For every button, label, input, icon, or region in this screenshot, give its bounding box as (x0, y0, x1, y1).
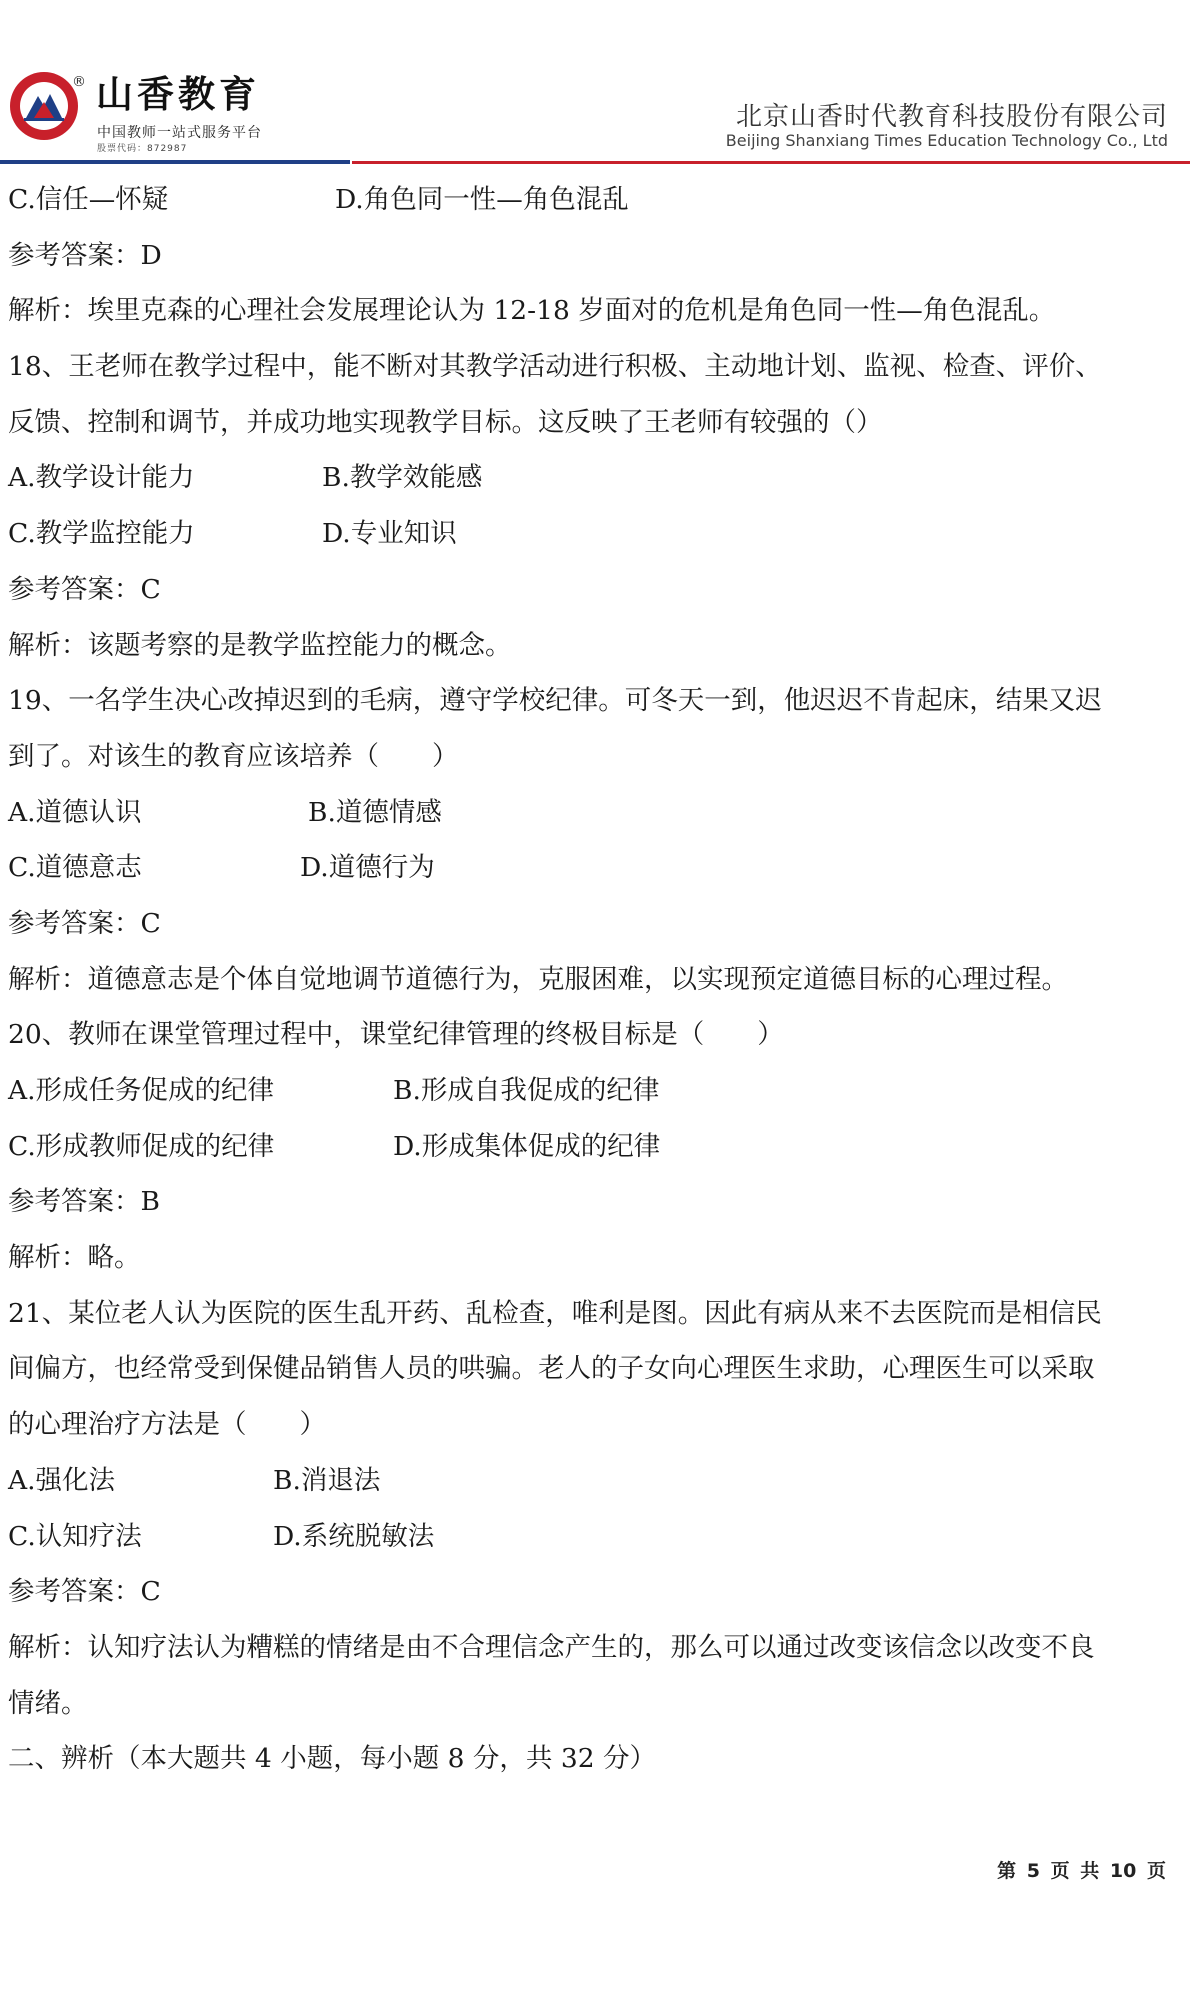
options-row (8, 1453, 1180, 1509)
explanation-line: 解析：该题考察的是教学监控能力的概念。 (8, 629, 512, 661)
answer-line: 参考答案：C (8, 1576, 161, 1608)
question-21: 21、某位老人认为医院的医生乱开药、乱检查，唯利是图。因此有病从来不去医院而是相信民 (8, 1297, 1102, 1329)
company-name-en: Beijing Shanxiang Times Education Technology Co., Ltd (725, 131, 1168, 150)
options-row (8, 1063, 1180, 1119)
question-18: 18、王老师在教学过程中，能不断对其教学活动进行积极、主动地计划、监视、检查、评价、 (8, 351, 1102, 383)
options-row (8, 450, 1180, 506)
explanation-line: 解析：略。 (8, 1242, 141, 1274)
option-d: D.道德行为 (300, 852, 435, 884)
option-c: C.形成教师促成的纪律 (8, 1130, 275, 1162)
document-body (8, 172, 1180, 1787)
brand-tagline: 中国教师一站式服务平台 (97, 125, 262, 141)
explanation-line: 解析：道德意志是个体自觉地调节道德行为，克服困难，以实现预定道德目标的心理过程。 (8, 963, 1068, 995)
total-prefix: 共 (1080, 1860, 1100, 1882)
options-row (8, 785, 1180, 841)
options-row (8, 172, 1180, 228)
explanation-line-cont: 情绪。 (8, 1687, 88, 1719)
page-word: 页 (1050, 1860, 1070, 1882)
page-number (995, 1856, 1168, 1883)
brand-name: 山香教育 (96, 73, 260, 116)
question-21-cont: 的心理治疗方法是（ ） (8, 1409, 326, 1441)
option-a: A.道德认识 (8, 796, 142, 828)
explanation-line: 解析：认知疗法认为糟糕的情绪是由不合理信念产生的，那么可以通过改变该信念以改变不良 (8, 1631, 1095, 1663)
company-name-cn: 北京山香时代教育科技股份有限公司 (735, 102, 1168, 132)
option-c: C.认知疗法 (8, 1520, 142, 1552)
option-c: C.教学监控能力 (8, 518, 195, 550)
page-prefix: 第 (997, 1860, 1017, 1882)
shanxiang-logo (8, 70, 80, 142)
question-19: 19、一名学生决心改掉迟到的毛病，遵守学校纪律。可冬天一到，他迟迟不肯起床，结果又迟 (8, 685, 1102, 717)
option-b: B.消退法 (273, 1464, 381, 1496)
header-rule-blue (0, 160, 350, 164)
option-a: A.强化法 (8, 1464, 116, 1496)
option-d: D.专业知识 (322, 518, 457, 550)
options-row (8, 1119, 1180, 1175)
option-a: A.教学设计能力 (8, 462, 195, 494)
option-d: D.系统脱敏法 (273, 1520, 435, 1552)
answer-line: 参考答案：C (8, 907, 161, 939)
explanation-line: 解析：埃里克森的心理社会发展理论认为 12-18 岁面对的危机是角色同一性—角色混乱。 (8, 295, 1056, 327)
question-18-cont: 反馈、控制和调节，并成功地实现教学目标。这反映了王老师有较强的（） (8, 406, 883, 438)
options-row (8, 1509, 1180, 1565)
stock-code: 股票代码：872987 (97, 144, 188, 154)
options-row (8, 840, 1180, 896)
answer-line: 参考答案：B (8, 1186, 160, 1218)
page-word: 页 (1146, 1860, 1166, 1882)
question-20: 20、教师在课堂管理过程中，课堂纪律管理的终极目标是（ ） (8, 1019, 784, 1051)
registered-mark: ® (72, 74, 86, 90)
current-page: 5 (1026, 1860, 1040, 1882)
option-c: C.信任—怀疑 (8, 184, 169, 215)
option-d: D.角色同一性—角色混乱 (335, 184, 629, 215)
option-b: B.教学效能感 (322, 462, 483, 494)
answer-line: 参考答案：C (8, 573, 161, 605)
question-19-cont: 到了。对该生的教育应该培养（ ） (8, 740, 459, 772)
page-header (0, 0, 1190, 165)
header-rule-red (352, 161, 1190, 164)
answer-line: 参考答案：D (8, 239, 162, 271)
option-d: D.形成集体促成的纪律 (393, 1130, 661, 1162)
options-row (8, 506, 1180, 562)
total-pages: 10 (1109, 1860, 1137, 1882)
question-21-cont: 间偏方，也经常受到保健品销售人员的哄骗。老人的子女向心理医生求助，心理医生可以采取 (8, 1353, 1095, 1385)
option-b: B.道德情感 (308, 796, 442, 828)
option-a: A.形成任务促成的纪律 (8, 1075, 275, 1106)
option-c: C.道德意志 (8, 852, 142, 884)
section-heading: 二、辨析（本大题共 4 小题，每小题 8 分，共 32 分） (8, 1743, 656, 1775)
option-b: B.形成自我促成的纪律 (393, 1075, 660, 1106)
